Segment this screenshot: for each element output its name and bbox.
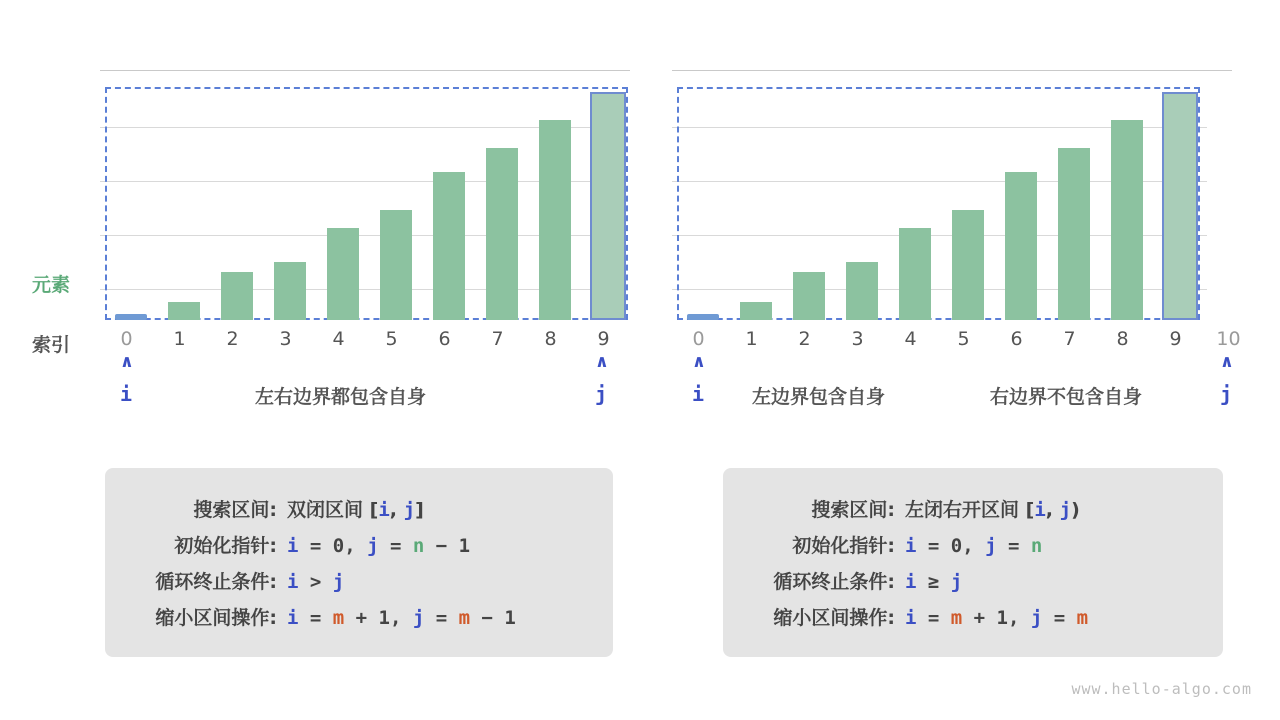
index-tick: 0 xyxy=(692,328,705,350)
bar-4 xyxy=(327,228,359,320)
index-tick: 8 xyxy=(1116,328,1129,350)
bar-2 xyxy=(793,272,825,320)
index-tick: 3 xyxy=(851,328,864,350)
index-tick: 6 xyxy=(1010,328,1023,350)
index-tick: 4 xyxy=(904,328,917,350)
index-tick: 5 xyxy=(957,328,970,350)
info-row: 搜索区间: 左闭右开区间 [i, j) xyxy=(745,495,1201,522)
index-tick: 6 xyxy=(438,328,451,350)
pointer-caret-i: ∧ xyxy=(692,352,706,372)
info-row: 搜索区间: 双闭区间 [i, j] xyxy=(127,495,591,522)
index-ticks-right xyxy=(672,328,1255,350)
info-row: 初始化指针: i = 0, j = n − 1 xyxy=(127,531,591,558)
info-key: 初始化指针: xyxy=(174,535,277,557)
info-key: 缩小区间操作: xyxy=(155,607,277,629)
watermark: www.hello-algo.com xyxy=(1071,680,1252,698)
index-tick: 7 xyxy=(491,328,504,350)
bar-9-highlighted xyxy=(590,92,626,320)
bar-4 xyxy=(899,228,931,320)
bar-3 xyxy=(846,262,878,320)
pointer-label-i: i xyxy=(692,382,705,406)
info-row: 循环终止条件: i > j xyxy=(127,567,591,594)
bar-1 xyxy=(168,302,200,320)
index-tick: 10 xyxy=(1216,328,1241,350)
index-tick: 4 xyxy=(332,328,345,350)
boundary-note-right-exclusive: 右边界不包含自身 xyxy=(990,386,1143,408)
info-key: 搜索区间: xyxy=(811,499,895,521)
index-tick: 7 xyxy=(1063,328,1076,350)
pointer-caret-j: ∧ xyxy=(1220,352,1234,372)
pointer-caret-j: ∧ xyxy=(595,352,609,372)
info-box-right xyxy=(723,468,1223,657)
bars-container xyxy=(100,70,630,320)
diagram-panel-half-open-interval xyxy=(640,0,1280,720)
bar-8 xyxy=(1111,120,1143,320)
info-key: 循环终止条件: xyxy=(155,571,277,593)
bars-container xyxy=(672,70,1242,320)
index-tick: 2 xyxy=(798,328,811,350)
info-key: 初始化指针: xyxy=(792,535,895,557)
bar-0 xyxy=(687,314,719,320)
bar-9-highlighted xyxy=(1162,92,1198,320)
index-tick: 3 xyxy=(279,328,292,350)
info-row: 循环终止条件: i ≥ j xyxy=(745,567,1201,594)
index-tick: 8 xyxy=(544,328,557,350)
info-key: 循环终止条件: xyxy=(773,571,895,593)
bar-0 xyxy=(115,314,147,320)
info-box-left xyxy=(105,468,613,657)
bar-6 xyxy=(1005,172,1037,320)
pointer-caret-i: ∧ xyxy=(120,352,134,372)
bar-2 xyxy=(221,272,253,320)
pointer-label-i: i xyxy=(120,382,133,406)
bar-5 xyxy=(952,210,984,320)
bar-8 xyxy=(539,120,571,320)
bar-chart-right xyxy=(672,70,1242,320)
pointer-label-j: j xyxy=(1220,382,1233,406)
index-tick: 1 xyxy=(173,328,186,350)
bar-3 xyxy=(274,262,306,320)
info-key: 搜索区间: xyxy=(193,499,277,521)
bar-7 xyxy=(486,148,518,320)
bar-5 xyxy=(380,210,412,320)
boundary-note-left-inclusive: 左边界包含自身 xyxy=(752,386,886,408)
index-tick: 9 xyxy=(1169,328,1182,350)
index-tick: 5 xyxy=(385,328,398,350)
bar-1 xyxy=(740,302,772,320)
info-row: 缩小区间操作: i = m + 1, j = m − 1 xyxy=(127,603,591,630)
info-row: 初始化指针: i = 0, j = n xyxy=(745,531,1201,558)
element-axis-label: 元素 xyxy=(32,274,71,296)
index-tick: 0 xyxy=(120,328,133,350)
index-axis-label: 索引 xyxy=(32,334,71,356)
index-ticks-left xyxy=(100,328,630,350)
index-tick: 1 xyxy=(745,328,758,350)
bar-chart-left xyxy=(100,70,630,320)
boundary-note-left: 左右边界都包含自身 xyxy=(255,386,427,408)
bar-7 xyxy=(1058,148,1090,320)
index-tick: 2 xyxy=(226,328,239,350)
info-key: 缩小区间操作: xyxy=(773,607,895,629)
info-row: 缩小区间操作: i = m + 1, j = m xyxy=(745,603,1201,630)
index-tick: 9 xyxy=(597,328,610,350)
bar-6 xyxy=(433,172,465,320)
pointer-label-j: j xyxy=(595,382,608,406)
